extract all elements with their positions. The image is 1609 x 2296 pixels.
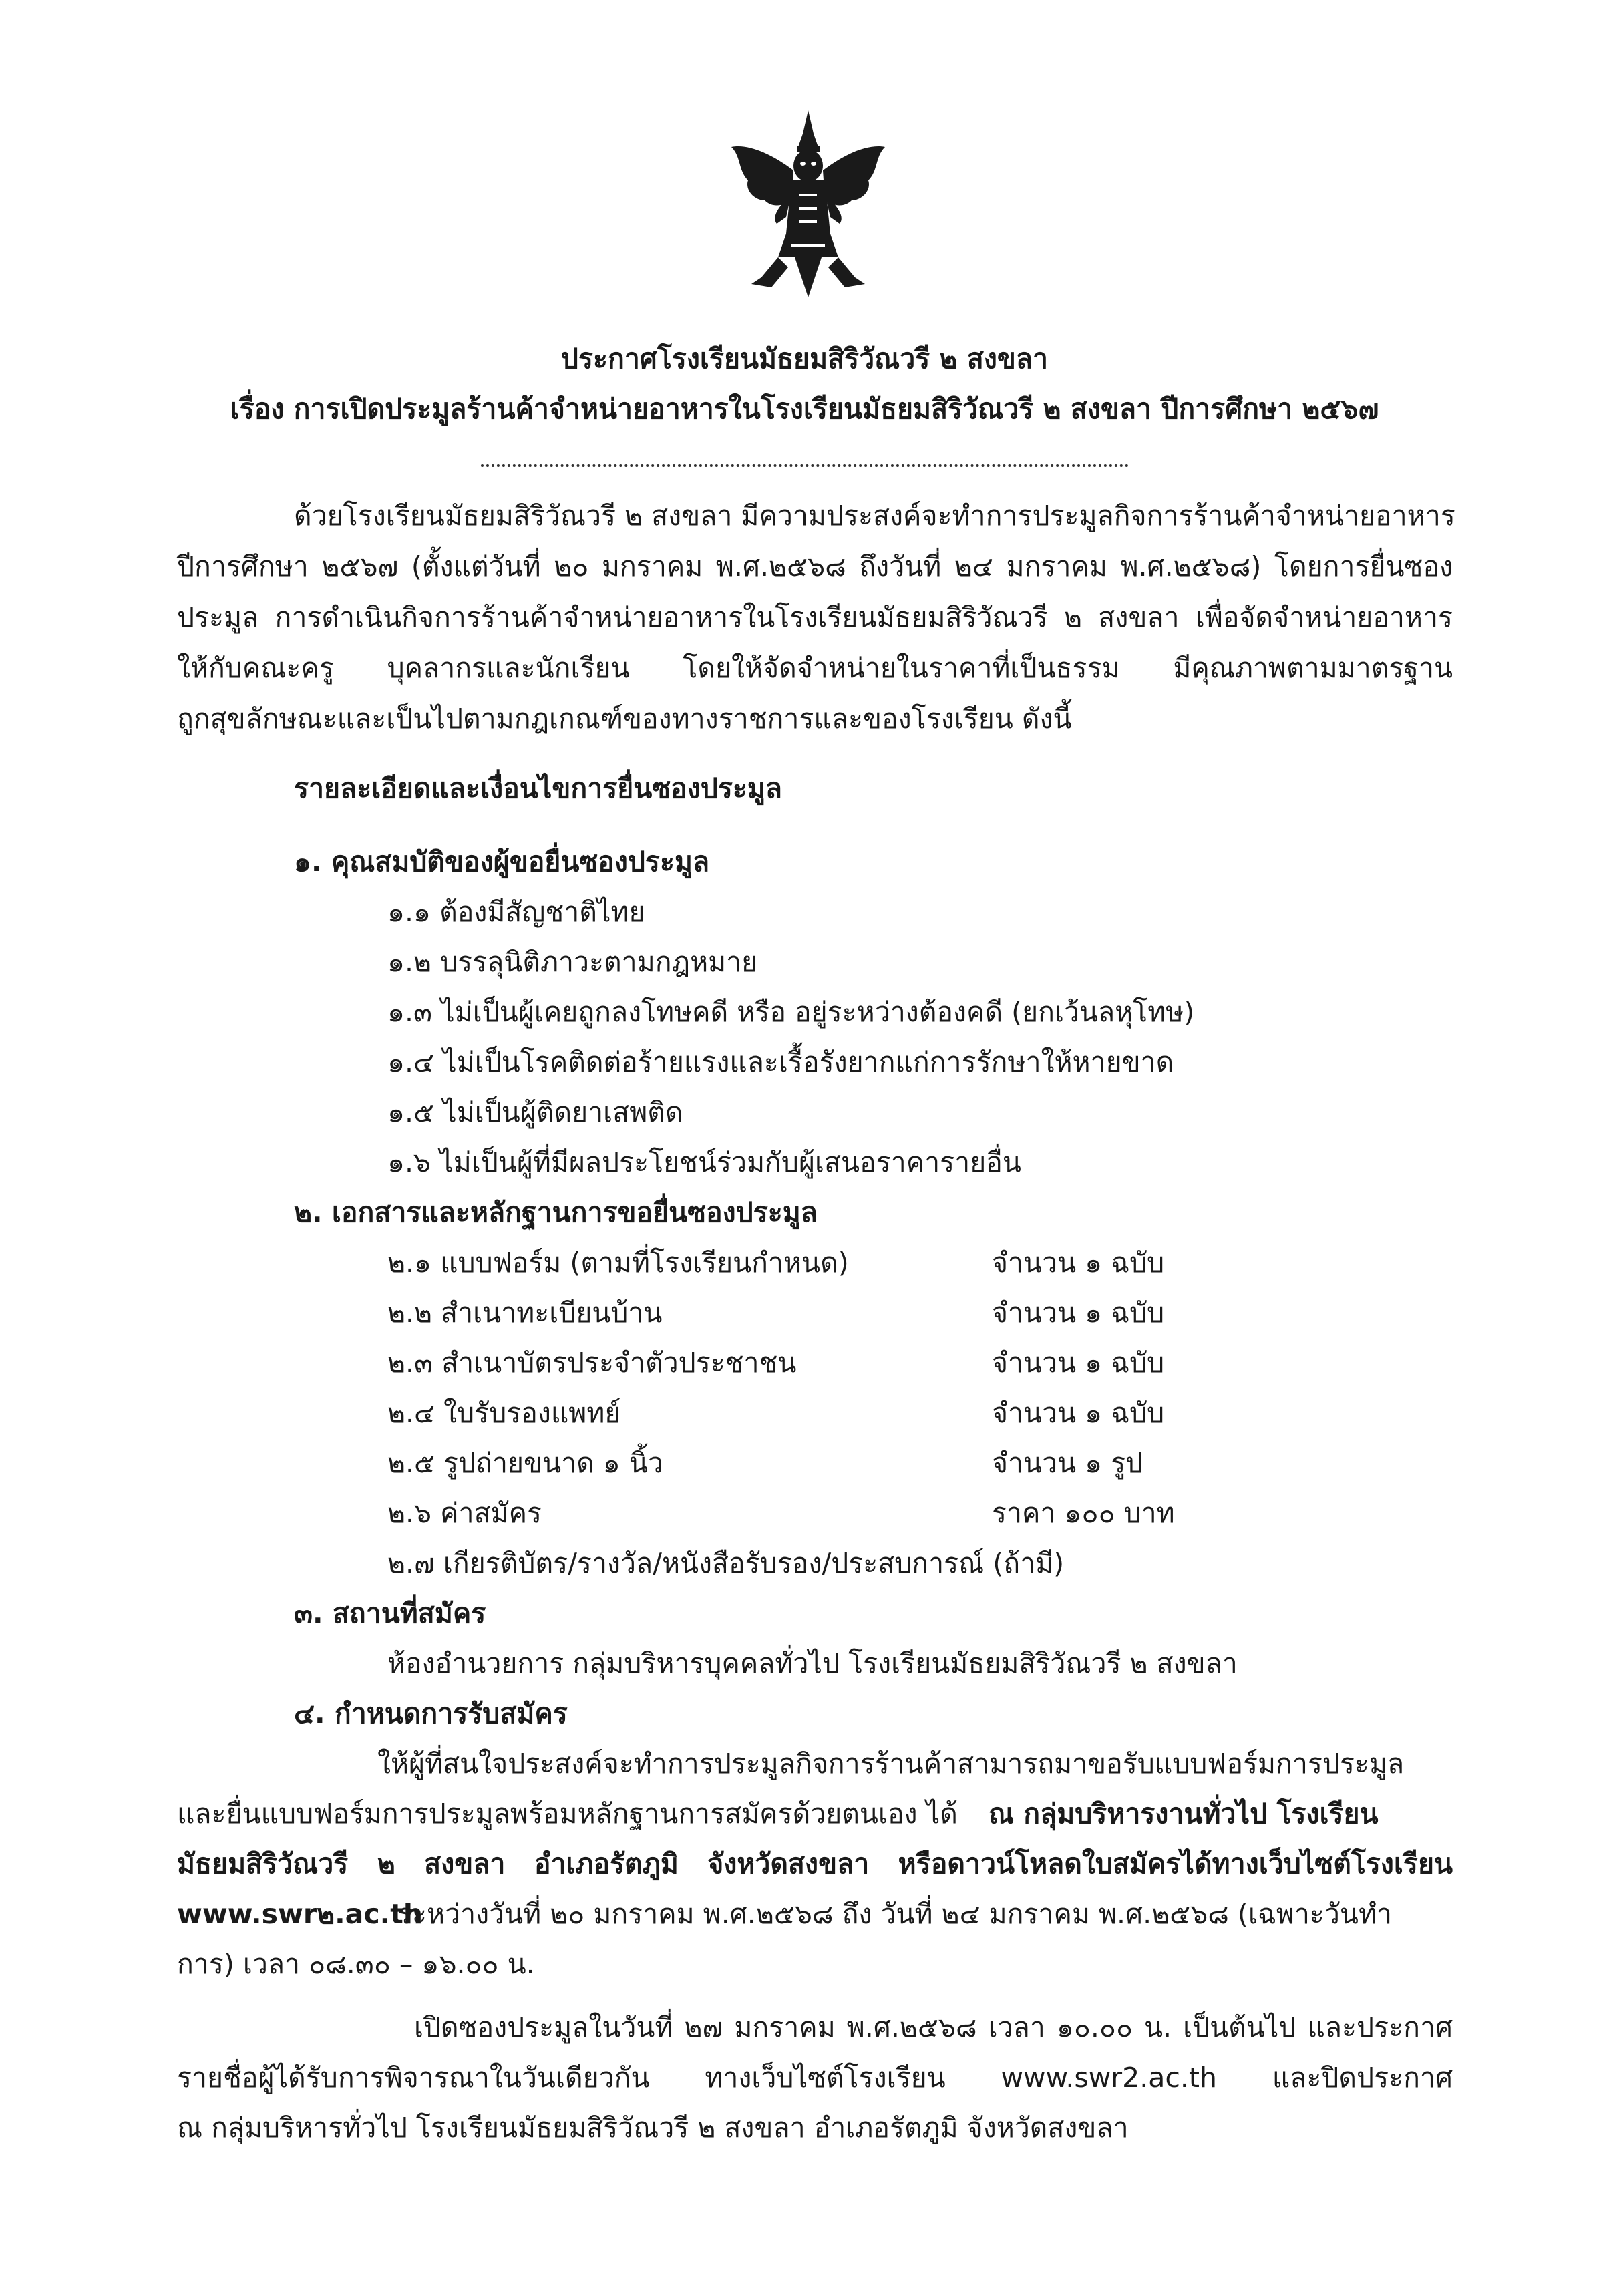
title-divider bbox=[481, 464, 1129, 467]
details-heading: รายละเอียดและเงื่อนไขการยื่นซองประมูล bbox=[294, 772, 783, 804]
section2-heading: ๒. เอกสารและหลักฐานการขอยื่นซองประมูล bbox=[294, 1196, 818, 1228]
intro-line-3: ประมูล การดำเนินกิจการร้านค้าจำหน่ายอาหารในโรงเรียนมัธยมสิริวัณวรี ๒ สงขลา เพื่อจัดจำหน่ายอาหาร bbox=[177, 601, 1453, 633]
document-item-label: ๒.๕ รูปถ่ายขนาด ๑ นิ้ว bbox=[387, 1447, 663, 1479]
section1-item: ๑.๓ ไม่เป็นผู้เคยถูกลงโทษคดี หรือ อยู่ระหว่างต้องคดี (ยกเว้นลหุโทษ) bbox=[387, 996, 1195, 1028]
section1-item: ๑.๖ ไม่เป็นผู้ที่มีผลประโยชน์ร่วมกับผู้เสนอราคารายอื่น bbox=[387, 1146, 1021, 1178]
intro-line-2: ปีการศึกษา ๒๕๖๗ (ตั้งแต่วันที่ ๒๐ มกราคม พ.ศ.๒๕๖๘ ถึงวันที่ ๒๔ มกราคม พ.ศ.๒๕๖๘) โดยการยื่นซอง bbox=[177, 550, 1453, 583]
intro-line-4: ให้กับคณะครู บุคลากรและนักเรียน โดยให้จัดจำหน่ายในราคาที่เป็นธรรม มีคุณภาพตามมาตรฐาน bbox=[177, 652, 1453, 684]
section4-p2-line-3: ณ กลุ่มบริหารทั่วไป โรงเรียนมัธยมสิริวัณวรี ๒ สงขลา อำเภอรัตภูมิ จังหวัดสงขลา bbox=[177, 2112, 1129, 2144]
section3-text: ห้องอำนวยการ กลุ่มบริหารบุคคลทั่วไป โรงเรียนมัธยมสิริวัณวรี ๒ สงขลา bbox=[387, 1647, 1238, 1679]
document-item-label: ๒.๔ ใบรับรองแพทย์ bbox=[387, 1397, 621, 1429]
document-item-label: ๒.๗ เกียรติบัตร/รางวัล/หนังสือรับรอง/ประสบการณ์ (ถ้ามี) bbox=[387, 1547, 1065, 1579]
document-item-qty: จำนวน ๑ ฉบับ bbox=[992, 1247, 1165, 1279]
page-subject: เรื่อง การเปิดประมูลร้านค้าจำหน่ายอาหารในโรงเรียนมัธยมสิริวัณวรี ๒ สงขลา ปีการศึกษา ๒๕๖๗ bbox=[230, 393, 1379, 425]
section4-line-2b: ณ กลุ่มบริหารงานทั่วไป โรงเรียน bbox=[989, 1798, 1379, 1830]
section3-heading: ๓. สถานที่สมัคร bbox=[294, 1597, 486, 1629]
document-item-qty: จำนวน ๑ ฉบับ bbox=[992, 1297, 1165, 1329]
intro-line-1: ด้วยโรงเรียนมัธยมสิริวัณวรี ๒ สงขลา มีความประสงค์จะทำการประมูลกิจการร้านค้าจำหน่ายอาหาร bbox=[294, 500, 1455, 532]
document-item-qty: จำนวน ๑ ฉบับ bbox=[992, 1347, 1165, 1379]
document-item-qty: จำนวน ๑ รูป bbox=[992, 1447, 1143, 1479]
section4-line-4b: ระหว่างวันที่ ๒๐ มกราคม พ.ศ.๒๕๖๘ ถึง วันที่ ๒๔ มกราคม พ.ศ.๒๕๖๘ (เฉพาะวันทำ bbox=[397, 1898, 1392, 1930]
section1-heading: ๑. คุณสมบัติของผู้ขอยื่นซองประมูล bbox=[294, 846, 710, 878]
section4-line-5: การ) เวลา ๐๘.๓๐ – ๑๖.๐๐ น. bbox=[177, 1948, 535, 1980]
section4-line-1: ให้ผู้ที่สนใจประสงค์จะทำการประมูลกิจการร้านค้าสามารถมาขอรับแบบฟอร์มการประมูล bbox=[377, 1748, 1405, 1780]
document-item-label: ๒.๒ สำเนาทะเบียนบ้าน bbox=[387, 1297, 663, 1329]
page-title: ประกาศโรงเรียนมัธยมสิริวัณวรี ๒ สงขลา bbox=[560, 343, 1049, 375]
section1-item: ๑.๔ ไม่เป็นโรคติดต่อร้ายแรงและเรื้อรังยากแก่การรักษาให้หายขาด bbox=[387, 1046, 1174, 1078]
document-item-label: ๒.๑ แบบฟอร์ม (ตามที่โรงเรียนกำหนด) bbox=[387, 1247, 849, 1279]
document-item-label: ๒.๖ ค่าสมัคร bbox=[387, 1497, 542, 1529]
section1-item: ๑.๕ ไม่เป็นผู้ติดยาเสพติด bbox=[387, 1096, 683, 1128]
intro-line-5: ถูกสุขลักษณะและเป็นไปตามกฎเกณฑ์ของทางราชการและของโรงเรียน ดังนี้ bbox=[177, 703, 1072, 735]
section1-item: ๑.๒ บรรลุนิติภาวะตามกฎหมาย bbox=[387, 946, 758, 978]
website-link[interactable]: www.swr๒.ac.th bbox=[177, 1898, 423, 1930]
section1-item: ๑.๑ ต้องมีสัญชาติไทย bbox=[387, 896, 645, 928]
document-item-label: ๒.๓ สำเนาบัตรประจำตัวประชาชน bbox=[387, 1347, 797, 1379]
section4-p2-line-1: เปิดซองประมูลในวันที่ ๒๗ มกราคม พ.ศ.๒๕๖๘ เวลา ๑๐.๐๐ น. เป็นต้นไป และประกาศ bbox=[414, 2011, 1453, 2043]
section4-line-3: มัธยมสิริวัณวรี ๒ สงขลา อำเภอรัตภูมิ จังหวัดสงขลา หรือดาวน์โหลดใบสมัครได้ทางเว็บไซต์โรงเรียน bbox=[177, 1848, 1453, 1880]
section4-p2-line-2: รายชื่อผู้ได้รับการพิจารณาในวันเดียวกัน ทางเว็บไซต์โรงเรียน www.swr2.ac.th และปิดประกาศ bbox=[177, 2062, 1453, 2094]
document-item-qty: ราคา ๑๐๐ บาท bbox=[992, 1497, 1175, 1529]
document-item-qty: จำนวน ๑ ฉบับ bbox=[992, 1397, 1165, 1429]
section4-heading: ๔. กำหนดการรับสมัคร bbox=[294, 1697, 568, 1730]
section4-line-2a: และยื่นแบบฟอร์มการประมูลพร้อมหลักฐานการสมัครด้วยตนเอง ได้ bbox=[177, 1798, 958, 1830]
garuda-emblem-icon bbox=[725, 107, 892, 301]
